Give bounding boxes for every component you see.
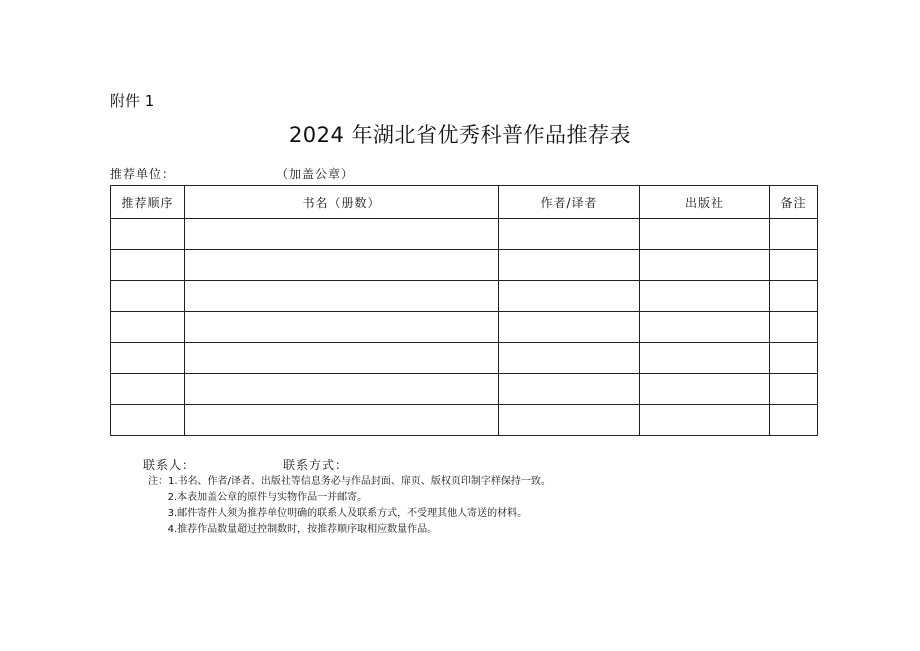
table-cell-book-title[interactable] <box>185 219 499 250</box>
table-cell-publisher[interactable] <box>640 312 770 343</box>
recommending-unit-label: 推荐单位： <box>110 167 176 181</box>
table-cell-author[interactable] <box>499 250 640 281</box>
note-text: .本表加盖公章的原件与实物作品一并邮寄。 <box>174 492 368 503</box>
table-cell-book-title[interactable] <box>185 343 499 374</box>
table-cell-book-title[interactable] <box>185 281 499 312</box>
table-cell-publisher[interactable] <box>640 405 770 436</box>
table-cell-order[interactable] <box>111 281 185 312</box>
table-row <box>111 405 818 436</box>
table-cell-order[interactable] <box>111 250 185 281</box>
note-number: 1. <box>168 476 178 487</box>
column-header-book-title: 书名（册数） <box>185 186 499 219</box>
table-cell-remarks[interactable] <box>770 405 818 436</box>
table-cell-publisher[interactable] <box>640 219 770 250</box>
table-row <box>111 374 818 405</box>
table-cell-author[interactable] <box>499 343 640 374</box>
attachment-label: 附件 1 <box>110 92 155 110</box>
recommendation-table <box>110 185 818 436</box>
page-title: 2024 年湖北省优秀科普作品推荐表 <box>288 123 632 147</box>
note-text: .邮件寄件人须为推荐单位明确的联系人及联系方式，不受理其他人寄送的材料。 <box>174 508 528 519</box>
table-cell-publisher[interactable] <box>640 343 770 374</box>
column-header-author: 作者/译者 <box>499 186 640 219</box>
table-row <box>111 343 818 374</box>
table-cell-publisher[interactable] <box>640 250 770 281</box>
table-cell-author[interactable] <box>499 281 640 312</box>
table-cell-order[interactable] <box>111 343 185 374</box>
column-header-publisher: 出版社 <box>640 186 770 219</box>
table-cell-author[interactable] <box>499 374 640 405</box>
table-cell-remarks[interactable] <box>770 312 818 343</box>
notes-section <box>148 474 551 538</box>
table-cell-order[interactable] <box>111 219 185 250</box>
table-row <box>111 219 818 250</box>
table-cell-remarks[interactable] <box>770 219 818 250</box>
note-item <box>148 506 551 522</box>
table-cell-publisher[interactable] <box>640 281 770 312</box>
table-header-row <box>111 186 818 219</box>
table-row <box>111 281 818 312</box>
note-item <box>148 474 551 490</box>
table-cell-remarks[interactable] <box>770 374 818 405</box>
contact-row <box>143 456 349 473</box>
note-number: 4 <box>167 524 174 535</box>
column-header-remarks: 备注 <box>770 186 818 219</box>
table-cell-remarks[interactable] <box>770 281 818 312</box>
table-cell-book-title[interactable] <box>185 250 499 281</box>
table-cell-author[interactable] <box>499 405 640 436</box>
table-cell-book-title[interactable] <box>185 312 499 343</box>
table-cell-book-title[interactable] <box>185 405 499 436</box>
note-number: 3 <box>167 508 174 519</box>
contact-method-label: 联系方式： <box>283 458 349 472</box>
notes-prefix: 注： <box>148 476 168 487</box>
contact-person-label: 联系人： <box>143 458 196 472</box>
table-cell-order[interactable] <box>111 405 185 436</box>
note-text: 书名、作者/译者、出版社等信息务必与作品封面、扉页、版权页印制字样保持一致。 <box>177 476 551 487</box>
table-cell-order[interactable] <box>111 374 185 405</box>
table-cell-book-title[interactable] <box>185 374 499 405</box>
table-cell-publisher[interactable] <box>640 374 770 405</box>
seal-note: （加盖公章） <box>276 167 355 181</box>
note-text: .推荐作品数量超过控制数时，按推荐顺序取相应数量作品。 <box>174 524 438 535</box>
note-item <box>148 522 551 538</box>
table-row <box>111 250 818 281</box>
note-item <box>148 490 551 506</box>
table-cell-order[interactable] <box>111 312 185 343</box>
recommending-unit-row <box>110 165 355 182</box>
table-cell-author[interactable] <box>499 219 640 250</box>
table-cell-remarks[interactable] <box>770 250 818 281</box>
table-cell-remarks[interactable] <box>770 343 818 374</box>
note-number: 2 <box>167 492 174 503</box>
table-cell-author[interactable] <box>499 312 640 343</box>
column-header-order: 推荐顺序 <box>111 186 185 219</box>
table-row <box>111 312 818 343</box>
